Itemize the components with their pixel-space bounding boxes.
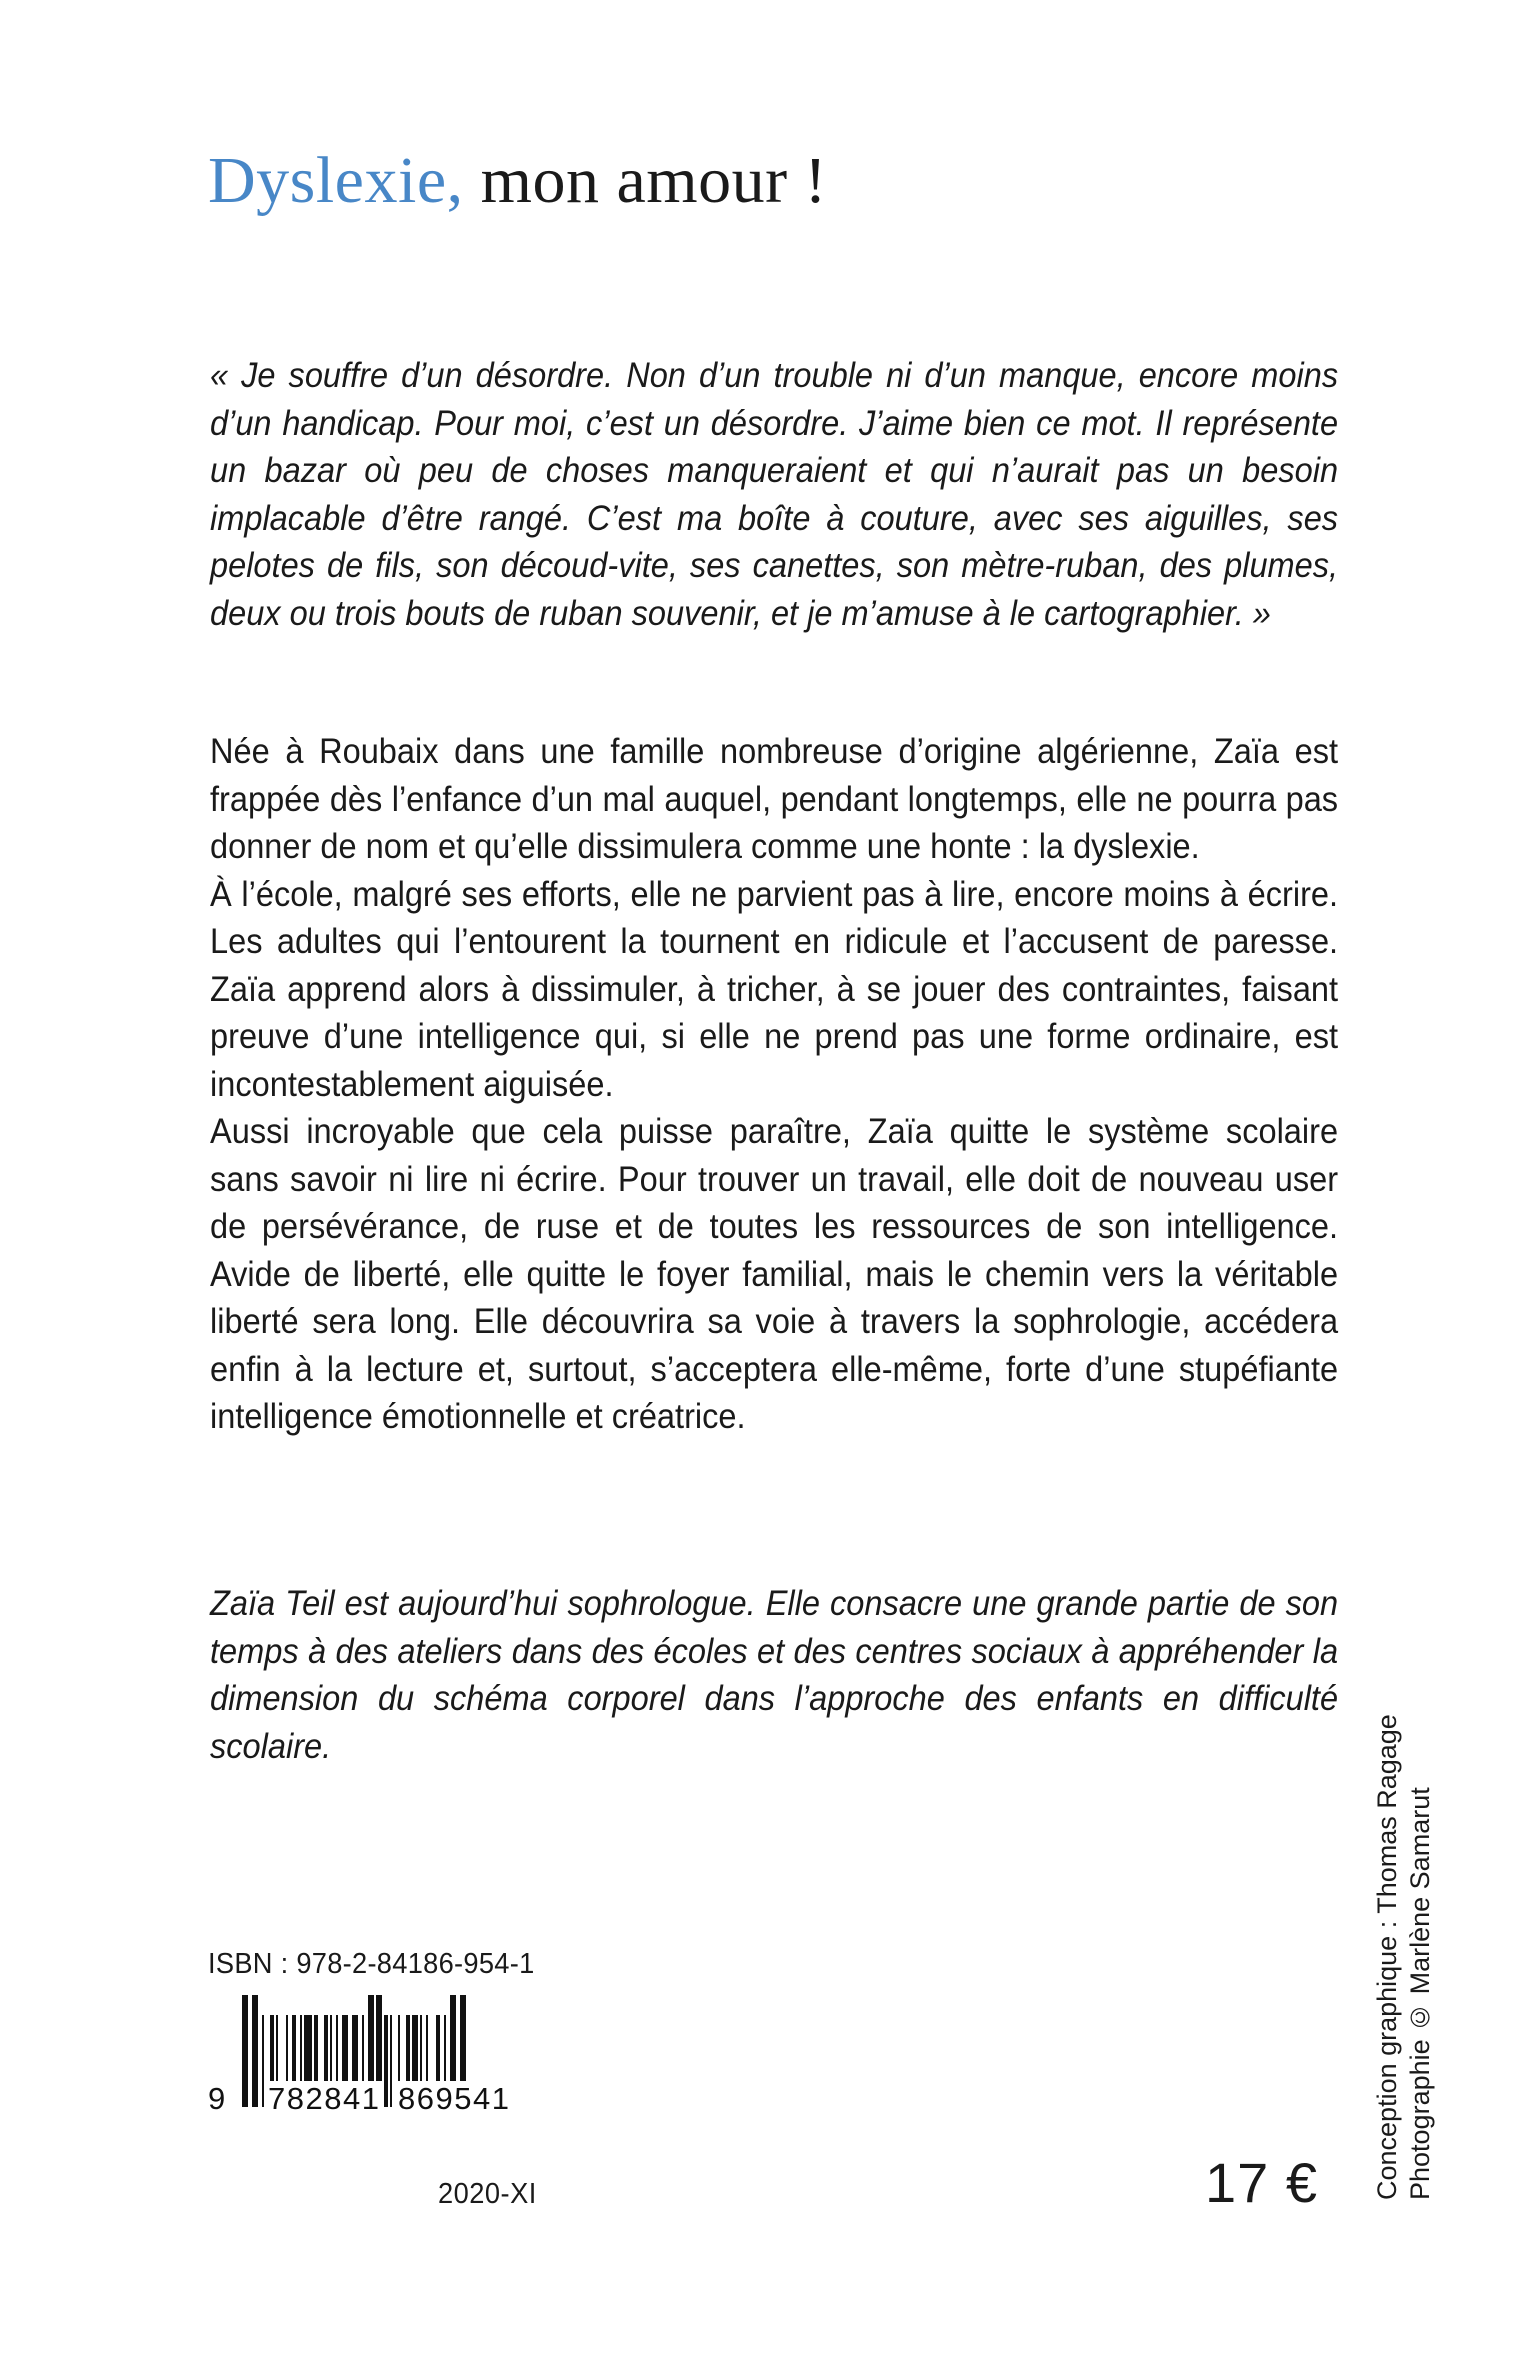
barcode-digit-group-2: 869541 (394, 2081, 514, 2117)
barcode-digit-group-1: 782841 (264, 2081, 384, 2117)
credit-photo: Photographie © Marlène Samarut (1405, 1787, 1435, 2200)
date-code: 2020-XI (438, 2178, 537, 2210)
barcode (208, 1995, 538, 2115)
biography-paragraph: Née à Roubaix dans une famille nombreuse d’origine algérienne, Zaïa est frappée dès l’enfance d’un mal auquel, pendant longtemps, elle ne pourra pas donner de nom et qu’elle dissimulera comme une honte : la dyslexie. (210, 732, 1339, 866)
biography-paragraph: Aussi incroyable que cela puisse paraître, Zaïa quitte le système scolaire sans savoir ni lire ni écrire. Pour trouver un travail, elle doit de nouveau user de persévérance, de ruse et de toutes les ressources de son intelligence. Avide de liberté, elle quitte le foyer familial, mais le chemin vers la véritable liberté sera long. Elle découvrira sa voie à travers la sophrologie, accédera enfin à la lecture et, surtout, s’acceptera elle-même, forte d’une stupéfiante intelligence émotionnelle et créatrice. (210, 1112, 1339, 1436)
barcode-digit-left: 9 (208, 2081, 227, 2116)
isbn-label: ISBN : 978-2-84186-954-1 (208, 1948, 535, 1980)
pull-quote: « Je souffre d’un désordre. Non d’un trouble ni d’un manque, encore moins d’un handicap. Pour moi, c’est un désordre. J’aime bien ce mot. Il représente un bazar où peu de choses manqueraient et qui n’aurait pas un besoin implacable d’être rangé. C’est ma boîte à couture, avec ses aiguilles, ses pelotes de fils, son découd-vite, ses canettes, son mètre-ruban, des plumes, deux ou trois bouts de ruban souvenir, et je m’amuse à le cartographier. » (210, 356, 1339, 633)
biography-paragraph: À l’école, malgré ses efforts, elle ne parvient pas à lire, encore moins à écrire. Les adultes qui l’entourent la tournent en ridicule et l’accusent de paresse. Zaïa apprend alors à dissimuler, à tricher, à se jouer des contraintes, faisant preuve d’une intelligence qui, si elle ne prend pas une forme ordinaire, est incontestablement aiguisée. (210, 874, 1339, 1104)
page-title (208, 144, 1338, 217)
title-highlight: Dyslexie, (208, 144, 464, 217)
barcode-digits (208, 2081, 538, 2115)
credit-design: Conception graphique : Thomas Ragage (1372, 1714, 1402, 2200)
author-note: Zaïa Teil est aujourd’hui sophrologue. Elle consacre une grande partie de son temps à des ateliers dans des écoles et des centres sociaux à appréhender la dimension du schéma corporel dans l’approche des enfants en difficulté scolaire. (210, 1584, 1339, 1766)
credits-block (1374, 1600, 1434, 2200)
price-label: 17 € (1205, 2151, 1318, 2214)
biography-body (210, 728, 1338, 1441)
title-rest: mon amour ! (463, 144, 828, 217)
isbn-barcode-block (208, 1948, 555, 2115)
